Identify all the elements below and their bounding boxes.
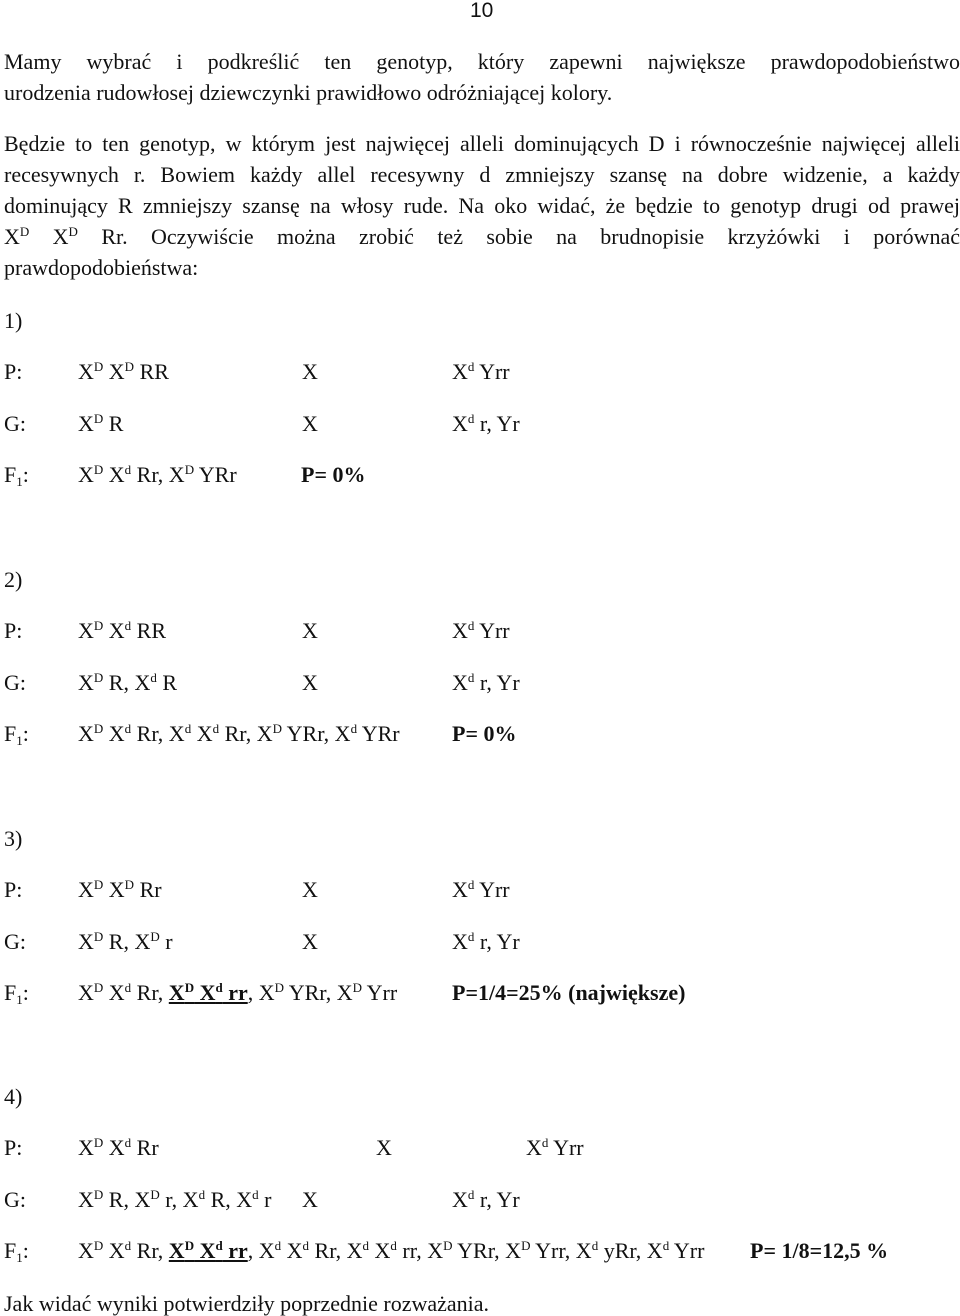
- cross-1-G-right: $X^d$ r, Yr: [452, 411, 520, 436]
- cross-1-number: 1): [4, 308, 23, 333]
- conclusion: Jak widać wyniki potwierdziły poprzednie rozważania.: [4, 1291, 490, 1316]
- cross-4-P-label: P:: [4, 1135, 23, 1160]
- cross-3-number: 3): [4, 826, 23, 851]
- intro-paragraph: [4, 46, 960, 108]
- cross-4-G-label: G:: [4, 1187, 26, 1212]
- cross-4-G-cross: X: [302, 1187, 318, 1212]
- cross-4-number: 4): [4, 1084, 23, 1109]
- cross-2-P-right: $X^d$ Yrr: [452, 618, 510, 643]
- cross-1-F1-offspring: $X^D$ $X^d$ Rr, $X^D$ YRr: [78, 462, 237, 487]
- explanation-line-1: Będzie to ten genotyp, w którym jest najwięcej alleli dominujących D i równocześnie najwięcej alleli: [4, 131, 960, 156]
- cross-2-G-right: $X^d$ r, Yr: [452, 670, 520, 695]
- cross-1-P-right: $X^d$ Yrr: [452, 359, 510, 384]
- cross-1-P-left: $X^D$ $X^D$ RR: [78, 359, 169, 384]
- cross-3-G-right: $X^d$ r, Yr: [452, 929, 520, 954]
- cross-1-G-left: $X^D$ R: [78, 411, 124, 436]
- page-number: 10: [470, 0, 494, 22]
- explanation-line-2: recesywnych r. Bowiem każdy allel recesywny d zmniejszy szansę na dobre widzenie, a każdy: [4, 162, 960, 187]
- cross-3-F1-offspring: $X^D$ $X^d$ Rr, $X^D$ $X^d$ rr, $X^D$ YRr, $X^D$ Yrr: [78, 980, 398, 1005]
- genotype-inline: $X^D$ $X^D$: [4, 224, 78, 249]
- cross-4-probability: P= 1/8=12,5 %: [750, 1238, 889, 1263]
- cross-4-P-left: $X^D$ $X^d$ Rr: [78, 1135, 159, 1160]
- cross-3-P-left: $X^D$ $X^D$ Rr: [78, 877, 162, 902]
- cross-1-G-label: G:: [4, 411, 26, 436]
- cross-2-G-label: G:: [4, 670, 26, 695]
- cross-1-probability: P= 0%: [301, 462, 366, 487]
- cross-3-G-label: G:: [4, 929, 26, 954]
- explanation-line-3: dominujący R zmniejszy szansę na włosy rude. Na oko widać, że będzie to genotyp drugi od prawej: [4, 193, 960, 218]
- cross-2-F1-offspring: $X^D$ $X^d$ Rr, $X^d$ $X^d$ Rr, $X^D$ YRr, $X^d$ YRr: [78, 721, 400, 746]
- cross-2-P-cross: X: [302, 618, 318, 643]
- cross-4-F1-label: $F_1$:: [4, 1238, 29, 1265]
- cross-4-F1-offspring: $X^D$ $X^d$ Rr, $X^D$ $X^d$ rr, $X^d$ $X^d$ Rr, $X^d$ $X^d$ rr, $X^D$ YRr, $X^D$ Yrr, $X^d$ yRr, $X^d$ Yrr: [78, 1238, 705, 1263]
- cross-3-probability: P=1/4=25% (największe): [452, 980, 686, 1005]
- cross-4-P-cross: X: [376, 1135, 392, 1160]
- intro-line-1: Mamy wybrać i podkreślić ten genotyp, który zapewni największe prawdopodobieństwo: [4, 49, 960, 74]
- cross-1-G-cross: X: [302, 411, 318, 436]
- explanation-line-5: prawdopodobieństwa:: [4, 255, 199, 280]
- cross-3-G-left: $X^D$ R, $X^D$ r: [78, 929, 173, 954]
- explanation-paragraph: [4, 128, 960, 283]
- cross-3-F1-label: $F_1$:: [4, 980, 29, 1007]
- cross-1-F1-label: $F_1$:: [4, 462, 29, 489]
- cross-2-P-left: $X^D$ $X^d$ RR: [78, 618, 167, 643]
- cross-3-P-label: P:: [4, 877, 23, 902]
- cross-2-number: 2): [4, 567, 23, 592]
- cross-1-P-label: P:: [4, 359, 23, 384]
- cross-3-P-right: $X^d$ Yrr: [452, 877, 510, 902]
- cross-2-G-left: $X^D$ R, $X^d$ R: [78, 670, 178, 695]
- cross-3-P-cross: X: [302, 877, 318, 902]
- cross-2-P-label: P:: [4, 618, 23, 643]
- cross-4-P-right: $X^d$ Yrr: [526, 1135, 584, 1160]
- cross-1-P-cross: X: [302, 359, 318, 384]
- cross-2-G-cross: X: [302, 670, 318, 695]
- explanation-line-4: $X^D$ $X^D$ Rr. Oczywiście można zrobić też sobie na brudnopisie krzyżówki i porównać: [4, 224, 960, 249]
- intro-line-2: urodzenia rudowłosej dziewczynki prawidłowo odróżniającej kolory.: [4, 80, 613, 105]
- cross-3-G-cross: X: [302, 929, 318, 954]
- cross-2-probability: P= 0%: [452, 721, 517, 746]
- cross-4-G-right: $X^d$ r, Yr: [452, 1187, 520, 1212]
- cross-2-F1-label: $F_1$:: [4, 721, 29, 748]
- cross-4-G-left: $X^D$ R, $X^D$ r, $X^d$ R, $X^d$ r: [78, 1187, 272, 1212]
